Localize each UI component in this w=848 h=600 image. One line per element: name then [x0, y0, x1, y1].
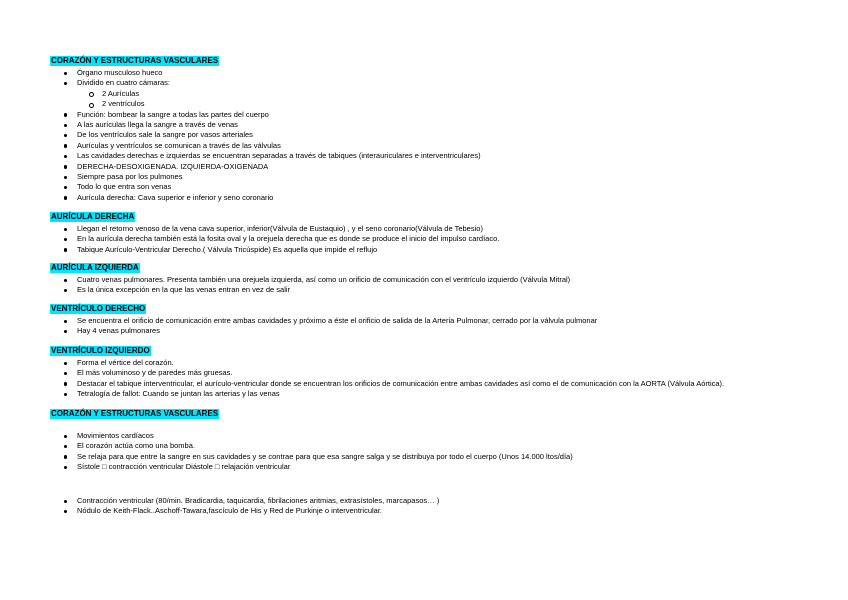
section-heading: AURÍCULA DERECHA [51, 212, 135, 221]
section-heading: AURÍCULA IZQUIERDA [51, 263, 139, 272]
list-item: Órgano musculoso hueco [50, 68, 840, 78]
section-extra-notes [50, 496, 840, 517]
list-item: Forma el vértice del corazón. [50, 358, 840, 368]
list-item: Llegan el retorno venoso de la vena cava superior, inferior(Válvula de Eustaquio) , y el seno coronario(Válvula de Tebesio) [50, 224, 840, 234]
list-item: Tetralogía de fallot: Cuando se juntan las arterias y las venas [50, 389, 840, 399]
list-item: Contracción ventricular (80/min. Bradicardia, taquicardia, fibrilaciones aritmias, extrasístoles, marcapasos… ) [50, 496, 840, 506]
list-item: El más voluminoso y de paredes más gruesas. [50, 368, 840, 378]
list-item: A las aurículas llega la sangre a través de venas [50, 120, 840, 130]
list-item: Siempre pasa por los pulmones [50, 172, 840, 182]
list-item: Nódulo de Keith-Flack..Aschoff-Tawara,fascículo de His y Red de Purkinje o interventricular. [50, 506, 840, 516]
sub-list-item: 2 Aurículas [50, 89, 840, 99]
list-item: Aurículas y ventrículos se comunican a través de las válvulas [50, 141, 840, 151]
list-item: Movimientos cardíacos [50, 431, 840, 441]
list-item: En la aurícula derecha también está la fosita oval y la orejuela derecha que es donde se produce el inicio del impulso cardíaco. [50, 234, 840, 244]
bullet-list [50, 358, 840, 400]
list-item: Todo lo que entra son venas [50, 182, 840, 192]
list-item: Hay 4 venas pulmonares [50, 326, 840, 336]
section-ventriculo-izquierdo [50, 340, 840, 400]
list-item: Se encuentra el orificio de comunicación entre ambas cavidades y próximo a éste el orificio de salida de la Arteria Pulmonar, cerrado por la válvula pulmonar [50, 316, 840, 326]
list-item: Se relaja para que entre la sangre en sus cavidades y se contrae para que esa sangre salga y se distribuya por todo el cuerpo (Unos 14.000 ltos/día) [50, 452, 840, 462]
sub-list-item: 2 ventrículos [50, 99, 840, 109]
section-corazon-estructuras [50, 50, 840, 203]
bullet-list [50, 496, 840, 517]
list-item: Aurícula derecha: Cava superior e inferior y seno coronario [50, 193, 840, 203]
section-corazon-movimientos [50, 403, 840, 473]
list-item: DERECHA-DESOXIGENADA. IZQUIERDA-OXIGENADA [50, 162, 840, 172]
bullet-list [50, 68, 840, 203]
list-item: Es la única excepción en la que las venas entran en vez de salir [50, 285, 840, 295]
list-item: Tabique Aurículo-Ventricular Derecho.( Válvula Tricúspide) Es aquella que impide el reflujo [50, 245, 840, 255]
list-item: Destacar el tabique interventricular, el aurículo-ventricular donde se encuentran los orificios de comunicación entre ambas cavidades así como el de comunicación con la AORTA (Válvula Aórtica). [50, 379, 840, 389]
section-auricula-derecha [50, 206, 840, 255]
section-ventriculo-derecho [50, 298, 840, 337]
list-item: Las cavidades derechas e izquierdas se encuentran separadas a través de tabiques (interauriculares e interventriculares) [50, 151, 840, 161]
list-item: Dividido en cuatro cámaras: [50, 78, 840, 88]
list-item: De los ventrículos sale la sangre por vasos arteriales [50, 130, 840, 140]
bullet-list [50, 224, 840, 255]
section-heading: VENTRÍCULO DERECHO [51, 304, 146, 313]
list-item: Sístole □ contracción ventricular Diástole □ relajación ventricular [50, 462, 840, 472]
bullet-list [50, 316, 840, 337]
bullet-list [50, 431, 840, 473]
section-auricula-izquierda [50, 257, 840, 296]
list-item: Cuatro venas pulmonares. Presenta también una orejuela izquierda, así como un orificio de comunicación con el ventrículo izquierdo (Válvula Mitral) [50, 275, 840, 285]
list-item: El corazón actúa como una bomba. [50, 441, 840, 451]
list-item: Función: bombear la sangre a todas las partes del cuerpo [50, 110, 840, 120]
bullet-list [50, 275, 840, 296]
section-heading: VENTRÍCULO IZQUIERDO [51, 346, 150, 355]
section-heading: CORAZÓN Y ESTRUCTURAS VASCULARES [51, 56, 219, 65]
section-heading: CORAZÓN Y ESTRUCTURAS VASCULARES [51, 409, 219, 418]
